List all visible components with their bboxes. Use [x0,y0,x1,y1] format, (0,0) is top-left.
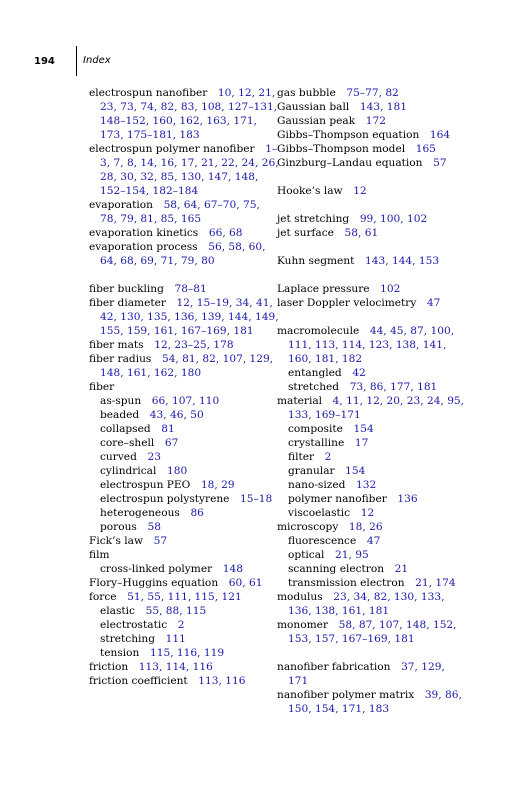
index-term: nano-sized [288,479,346,491]
index-term: transmission electron [288,577,405,589]
index-term: filter [288,451,315,463]
index-page-refs[interactable]: 21 [394,563,409,575]
index-term: collapsed [100,423,151,435]
index-entry [277,184,467,198]
index-subentry [277,548,467,562]
index-page-refs[interactable]: 10, 12, 21, 23, 73, 74, 82, 83, 108, 127–131, 148–152, 160, 162, 163, 171, 173, 175–181, 183 [100,87,278,141]
index-entry [277,394,467,422]
index-subentry [277,436,467,450]
index-entry [277,212,467,226]
index-subentry [89,464,279,478]
index-term: friction coefficient [89,675,188,687]
index-page-refs[interactable]: 115, 116, 119 [149,647,225,659]
index-term: force [89,591,117,603]
index-term: fluorescence [288,535,357,547]
index-page-refs[interactable]: 154 [345,465,366,477]
index-entry [277,282,467,296]
index-term: crystalline [288,437,345,449]
index-entry [277,590,467,618]
index-term: cross-linked polymer [100,563,213,575]
index-entry [277,86,467,100]
index-page-refs[interactable]: 2 [324,451,332,463]
index-subentry [89,506,279,520]
index-page-refs[interactable]: 47 [426,297,441,309]
index-entry [277,100,467,114]
index-page-refs[interactable]: 67 [164,437,179,449]
index-page-refs[interactable]: 56, 58, 60, 64, 68, 69, 71, 79, 80 [100,241,266,267]
index-page-refs[interactable]: 18, 26 [348,521,383,533]
index-page-refs[interactable]: 143, 144, 153 [365,255,440,267]
index-subentry [277,492,467,506]
index-page-refs[interactable]: 81 [161,423,175,435]
index-term: tension [100,647,140,659]
index-page-refs[interactable]: 17 [354,437,369,449]
index-term: Gibbs–Thompson equation [277,129,420,141]
index-entry [89,198,279,226]
page-number: 194 [34,55,55,67]
index-entry [277,254,467,268]
index-page-refs[interactable]: 18, 29 [200,479,235,491]
index-page-refs[interactable]: 23, 34, 82, 130, 133, 136, 138, 161, 181 [288,591,445,617]
index-page-refs[interactable]: 164 [429,129,451,141]
index-entry [89,548,279,562]
index-subentry [89,422,279,436]
index-subentry [89,436,279,450]
index-page-refs[interactable]: 66, 68 [208,227,243,239]
index-page-refs[interactable]: 15–18 [240,493,273,505]
index-term: nanofiber fabrication [277,661,391,673]
index-column-right [277,86,467,716]
index-entry [277,226,467,240]
index-subentry [277,422,467,436]
index-term: jet surface [277,227,334,239]
index-term: friction [89,661,129,673]
index-term: Gaussian ball [277,101,350,113]
index-term: Fick’s law [89,535,144,547]
index-term: fiber radius [89,353,152,365]
index-page-refs[interactable]: 58, 61 [344,227,379,239]
index-subentry [277,562,467,576]
index-term: entangled [288,367,342,379]
index-term: core–shell [100,437,155,449]
index-page-refs[interactable]: 47 [366,535,381,547]
index-term: curved [100,451,137,463]
index-letter-gap [277,646,467,660]
index-term: Kuhn segment [277,255,355,267]
index-term: Hooke’s law [277,185,343,197]
index-term: electrostatic [100,619,168,631]
running-title: Index [83,55,111,66]
index-subentry [89,394,279,408]
index-term: monomer [277,619,329,631]
index-term: film [89,549,110,561]
index-subentry [89,478,279,492]
index-page-refs[interactable]: 12, 23–25, 178 [154,339,234,351]
index-term: material [277,395,323,407]
index-term: polymer nanofiber [288,493,387,505]
index-page-refs[interactable]: 60, 61 [228,577,263,589]
index-subentry [89,562,279,576]
index-page-refs[interactable]: 78–81 [174,283,207,295]
index-term: modulus [277,591,323,603]
index-page-refs[interactable]: 113, 114, 116 [138,661,213,673]
index-page-refs[interactable]: 58, 64, 67–70, 75, 78, 79, 81, 85, 165 [100,199,260,225]
index-subentry [277,534,467,548]
index-entry [89,380,279,394]
index-term: macromolecule [277,325,360,337]
index-page-refs[interactable]: 66, 107, 110 [151,395,220,407]
index-entry [89,352,279,380]
index-page-refs[interactable]: 102 [380,283,401,295]
index-term: Gibbs–Thompson model [277,143,406,155]
index-page-refs[interactable]: 111 [165,633,186,645]
index-subentry [277,576,467,590]
index-page-refs[interactable]: 57 [153,535,168,547]
index-subentry [277,380,467,394]
index-page-refs[interactable]: 132 [355,479,377,491]
index-page-refs[interactable]: 113, 116 [198,675,246,687]
index-entry [277,296,467,310]
index-term: optical [288,549,325,561]
index-entry [89,534,279,548]
index-page-refs[interactable]: 58 [147,521,161,533]
index-page-refs[interactable]: 86 [190,507,204,519]
index-page-refs[interactable]: 21, 95 [335,549,369,561]
index-term: beaded [100,409,140,421]
index-page-refs[interactable]: 43, 46, 50 [149,409,204,421]
index-page-refs[interactable]: 42 [352,367,366,379]
index-term: elastic [100,605,135,617]
index-page-refs[interactable]: 12 [353,185,367,197]
index-term: Flory–Huggins equation [89,577,219,589]
index-letter-gap [89,268,279,282]
index-page-refs[interactable]: 12 [360,507,375,519]
index-term: heterogeneous [100,507,180,519]
index-entry [89,142,279,198]
index-term: electrospun PEO [100,479,191,491]
index-term: evaporation kinetics [89,227,199,239]
index-term: scanning electron [288,563,385,575]
index-page-refs[interactable]: 75–77, 82 [346,87,399,99]
index-entry [89,240,279,268]
index-letter-gap [277,268,467,282]
index-entry [277,114,467,128]
index-entry [277,660,467,688]
index-page-refs[interactable]: 4, 11, 12, 20, 23, 24, 95, 133, 169–171 [288,395,465,421]
index-subentry [89,520,279,534]
index-column-left [89,86,279,688]
index-page-refs[interactable]: 143, 181 [359,101,408,113]
index-page-refs[interactable]: 148 [222,563,244,575]
index-entry [89,282,279,296]
index-term: microscopy [277,521,339,533]
index-page-refs[interactable]: 1–3, 7, 8, 14, 16, 17, 21, 22, 24, 26, 28, 30, 32, 85, 130, 147, 148, 152–154, 182–184 [100,143,279,197]
index-entry [89,226,279,240]
index-page-refs[interactable]: 51, 55, 111, 115, 121 [127,591,242,603]
index-entry [277,156,467,170]
index-term: jet stretching [277,213,350,225]
index-entry [277,128,467,142]
index-entry [277,142,467,156]
index-page-refs[interactable]: 172 [365,115,386,127]
index-entry [89,338,279,352]
index-entry [89,86,279,142]
index-term: viscoelastic [288,507,351,519]
index-term: as-spun [100,395,142,407]
index-term: electrospun nanofiber [89,87,208,99]
index-page-refs[interactable]: 58, 87, 107, 148, 152, 153, 157, 167–169, 181 [288,619,457,645]
index-entry [89,660,279,674]
index-subentry [89,632,279,646]
index-term: nanofiber polymer matrix [277,689,415,701]
index-term: stretching [100,633,156,645]
index-subentry [89,408,279,422]
index-page-refs[interactable]: 55, 88, 115 [145,605,207,617]
index-term: evaporation process [89,241,198,253]
index-page-refs[interactable]: 39, 86, 150, 154, 171, 183 [288,689,462,715]
index-entry [277,324,467,366]
header-divider [76,46,77,76]
index-page-refs[interactable]: 136 [397,493,418,505]
index-page-refs[interactable]: 12, 15–19, 34, 41, 42, 130, 135, 136, 139, 144, 149, 155, 159, 161, 167–169, 181 [100,297,279,337]
index-term: fiber buckling [89,283,164,295]
index-letter-gap [277,310,467,324]
index-entry [277,688,467,716]
index-term: cylindrical [100,465,157,477]
index-term: composite [288,423,343,435]
index-page-refs[interactable]: 37, 129, 171 [288,661,445,687]
index-page-refs[interactable]: 99, 100, 102 [359,213,428,225]
index-term: electrospun polystyrene [100,493,230,505]
index-entry [89,590,279,604]
index-letter-gap [277,240,467,254]
index-page-refs[interactable]: 44, 45, 87, 100, 111, 113, 114, 123, 138, 141, 160, 181, 182 [288,325,455,365]
index-term: fiber diameter [89,297,166,309]
index-term: gas bubble [277,87,336,99]
index-term: electrospun polymer nanofiber [89,143,255,155]
index-page-refs[interactable]: 180 [166,465,188,477]
index-entry [277,520,467,534]
index-term: stretched [288,381,340,393]
index-term: fiber [89,381,115,393]
index-term: granular [288,465,335,477]
index-entry [89,296,279,338]
index-term: evaporation [89,199,153,211]
index-subentry [89,618,279,632]
index-letter-gap [277,170,467,184]
index-entry [89,576,279,590]
index-entry [277,618,467,646]
page-header [34,50,76,72]
index-subentry [277,478,467,492]
index-page-refs[interactable]: 23 [147,451,161,463]
index-page-refs[interactable]: 154 [353,423,374,435]
index-page-refs[interactable]: 21, 174 [415,577,456,589]
index-subentry [277,450,467,464]
index-page-refs[interactable]: 73, 86, 177, 181 [349,381,438,393]
index-page-refs[interactable]: 2 [177,619,185,631]
index-subentry [277,366,467,380]
index-page-refs[interactable]: 165 [415,143,436,155]
index-term: laser Doppler velocimetry [277,297,417,309]
index-page-refs[interactable]: 54, 81, 82, 107, 129, 148, 161, 162, 180 [100,353,274,379]
index-subentry [277,464,467,478]
index-term: fiber mats [89,339,144,351]
index-subentry [89,646,279,660]
index-subentry [89,492,279,506]
index-letter-gap [277,198,467,212]
index-term: Laplace pressure [277,283,370,295]
index-subentry [277,506,467,520]
index-term: Ginzburg–Landau equation [277,157,423,169]
index-term: porous [100,521,137,533]
index-subentry [89,604,279,618]
index-page-refs[interactable]: 57 [433,157,447,169]
index-subentry [89,450,279,464]
index-term: Gaussian peak [277,115,356,127]
index-entry [89,674,279,688]
